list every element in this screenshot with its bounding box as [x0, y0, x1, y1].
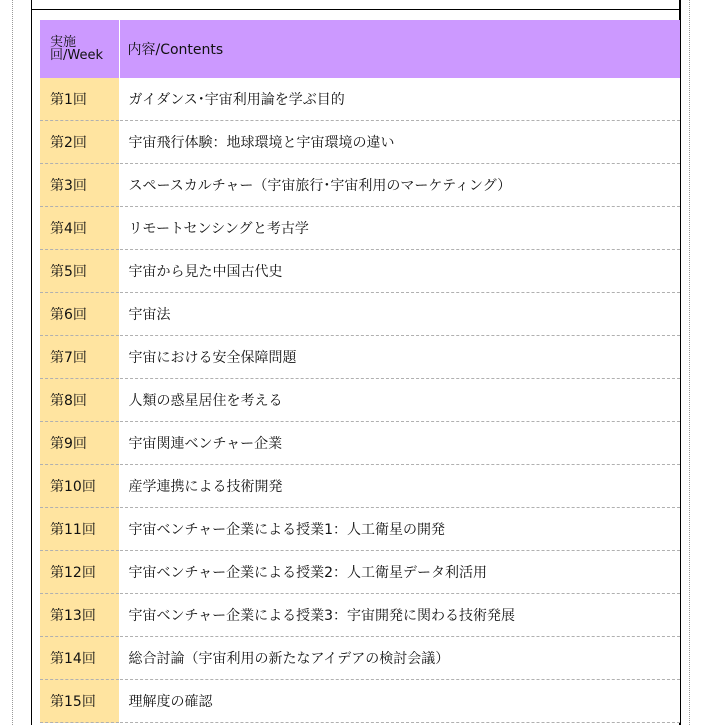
week-cell: 第4回 — [40, 207, 119, 250]
table-row — [40, 637, 680, 680]
content-cell: 宇宙ベンチャー企業による授業2：人工衛星データ利活用 — [119, 551, 680, 594]
content-cell: 宇宙ベンチャー企業による授業1：人工衛星の開発 — [119, 508, 680, 551]
table-row — [40, 336, 680, 379]
week-cell: 第9回 — [40, 422, 119, 465]
week-cell: 第11回 — [40, 508, 119, 551]
week-header-line2: 回/Week — [50, 48, 103, 63]
syllabus-table — [40, 20, 680, 723]
content-cell: 宇宙における安全保障問題 — [119, 336, 680, 379]
week-cell: 第8回 — [40, 379, 119, 422]
table-row — [40, 379, 680, 422]
week-cell: 第15回 — [40, 680, 119, 723]
week-header-line1: 実施 — [50, 35, 77, 50]
table-row — [40, 680, 680, 723]
week-column-header — [40, 20, 119, 78]
week-cell: 第14回 — [40, 637, 119, 680]
contents-column-header: 内容/Contents — [119, 20, 680, 78]
week-cell: 第6回 — [40, 293, 119, 336]
content-cell: 人類の惑星居住を考える — [119, 379, 680, 422]
page-edge-left — [12, 0, 13, 725]
week-cell: 第5回 — [40, 250, 119, 293]
table-header-row — [40, 20, 680, 78]
week-cell: 第12回 — [40, 551, 119, 594]
table-row — [40, 594, 680, 637]
week-cell: 第10回 — [40, 465, 119, 508]
content-cell: 宇宙法 — [119, 293, 680, 336]
table-row — [40, 207, 680, 250]
table-row — [40, 551, 680, 594]
content-cell: 理解度の確認 — [119, 680, 680, 723]
week-cell: 第2回 — [40, 121, 119, 164]
content-cell: ガイダンス･宇宙利用論を学ぶ目的 — [119, 78, 680, 121]
page-edge-right — [689, 0, 690, 725]
content-cell: 宇宙ベンチャー企業による授業3：宇宙開発に関わる技術発展 — [119, 594, 680, 637]
table-row — [40, 121, 680, 164]
content-cell: 宇宙飛行体験：地球環境と宇宙環境の違い — [119, 121, 680, 164]
table-row — [40, 78, 680, 121]
content-cell: 総合討論（宇宙利用の新たなアイデアの検討会議） — [119, 637, 680, 680]
table-row — [40, 250, 680, 293]
table-row — [40, 465, 680, 508]
content-cell: スペースカルチャー（宇宙旅行･宇宙利用のマーケティング） — [119, 164, 680, 207]
table-row — [40, 293, 680, 336]
frame-top-rule — [31, 9, 681, 10]
week-cell: 第13回 — [40, 594, 119, 637]
table-row — [40, 164, 680, 207]
week-cell: 第7回 — [40, 336, 119, 379]
table-row — [40, 422, 680, 465]
content-cell: 産学連携による技術開発 — [119, 465, 680, 508]
table-row — [40, 508, 680, 551]
content-cell: 宇宙関連ベンチャー企業 — [119, 422, 680, 465]
content-cell: リモートセンシングと考古学 — [119, 207, 680, 250]
content-cell: 宇宙から見た中国古代史 — [119, 250, 680, 293]
week-cell: 第3回 — [40, 164, 119, 207]
week-cell: 第1回 — [40, 78, 119, 121]
